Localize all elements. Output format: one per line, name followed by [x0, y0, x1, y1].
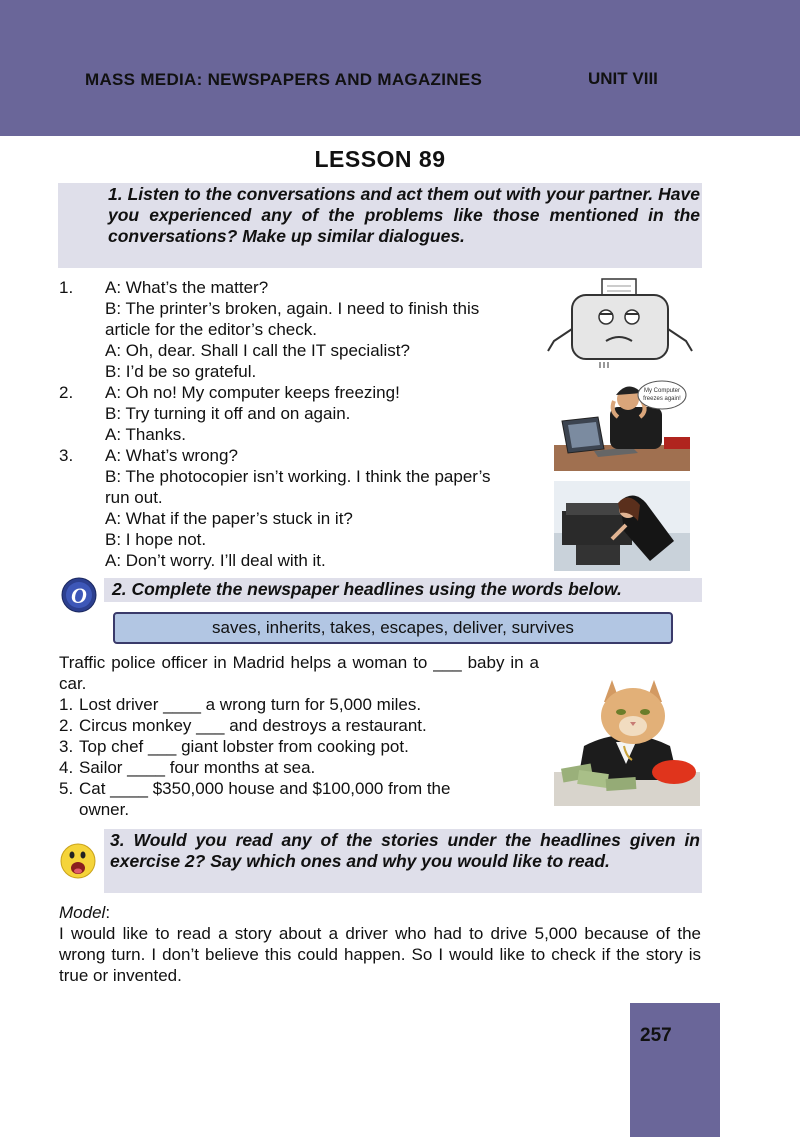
- speech-bubble-text-line2: freezes again!: [643, 396, 681, 402]
- lesson-title: LESSON 89: [314, 146, 446, 172]
- section-title: MASS MEDIA: NEWSPAPERS AND MAGAZINES: [85, 70, 483, 89]
- dialogue-line: B: The photocopier isn’t working. I think the paper’s run out.: [105, 467, 491, 507]
- headline-item: [59, 757, 539, 778]
- dialogue-list: [59, 277, 549, 571]
- unit-title: UNIT VIII: [588, 69, 658, 88]
- dialogue-line: A: What’s the matter?: [105, 278, 269, 297]
- headline-number: 2.: [59, 716, 74, 735]
- headline-text: Sailor ____ four months at sea.: [79, 758, 316, 777]
- dialogue-line: A: Don’t worry. I’ll deal with it.: [105, 551, 326, 570]
- page-number: 257: [640, 1025, 672, 1046]
- word-bank: saves, inherits, takes, escapes, deliver, survives: [113, 612, 673, 644]
- headline-number: 4.: [59, 758, 74, 777]
- model-label-colon: :: [105, 903, 111, 922]
- dialogue-number: 1.: [59, 278, 74, 297]
- talking-smiley-icon: [58, 841, 98, 881]
- headline-text: Lost driver ____ a wrong turn for 5,000 miles.: [79, 695, 422, 714]
- headline-item: [59, 694, 539, 715]
- dialogue-line: A: What’s wrong?: [105, 446, 238, 465]
- letter-o-circle-icon: [60, 576, 98, 614]
- model-label: Model: [59, 903, 106, 922]
- dialogue-line: B: The printer’s broken, again. I need to finish this article for the editor’s check.: [105, 299, 480, 339]
- dialogue-3: [59, 445, 549, 571]
- dialogue-line: A: What if the paper’s stuck in it?: [105, 509, 353, 528]
- headline-number: 5.: [59, 779, 74, 798]
- headline-intro: Traffic police officer in Madrid helps a woman to ___ baby in a car.: [59, 653, 539, 693]
- photocopier-woman-photo: [554, 481, 690, 571]
- dialogue-line: B: I hope not.: [105, 530, 207, 549]
- exercise1-instruction: 1. Listen to the conversations and act them out with your partner. Have you experienced any of the problems like those mentioned in the conversations? Make up similar dialogues.: [58, 183, 702, 268]
- headline-number: 1.: [59, 695, 74, 714]
- sad-printer-illustration: [544, 277, 696, 369]
- headline-number: 3.: [59, 737, 74, 756]
- model-answer: [59, 902, 701, 986]
- dialogue-line: A: Oh no! My computer keeps freezing!: [105, 383, 400, 402]
- dialogue-number: 2.: [59, 383, 74, 402]
- headline-text: Top chef ___ giant lobster from cooking pot.: [79, 737, 409, 756]
- header-banner: [0, 0, 800, 136]
- dialogue-1: [59, 277, 549, 382]
- headline-list: [59, 652, 539, 820]
- dialogue-line: B: Try turning it off and on again.: [105, 404, 351, 423]
- dialogue-line: B: I’d be so grateful.: [105, 362, 257, 381]
- headline-item: [59, 715, 539, 736]
- speech-bubble-text-line1: My Computer: [643, 388, 681, 394]
- rich-cat-photo: [554, 668, 700, 806]
- exercise2-instruction: 2. Complete the newspaper headlines using the words below.: [104, 578, 702, 602]
- dialogue-line: A: Thanks.: [105, 425, 186, 444]
- dialogue-line: A: Oh, dear. Shall I call the IT specialist?: [105, 341, 410, 360]
- dialogue-2: [59, 382, 549, 445]
- headline-text: Cat ____ $350,000 house and $100,000 from the owner.: [79, 779, 451, 819]
- exercise3-instruction: 3. Would you read any of the stories under the headlines given in exercise 2? Say which ones and why you would like to read.: [104, 829, 702, 893]
- frustrated-computer-user-photo: [554, 377, 690, 471]
- headline-item: [59, 778, 459, 820]
- dialogue-number: 3.: [59, 446, 74, 465]
- headline-item: [59, 736, 539, 757]
- headline-text: Circus monkey ___ and destroys a restaurant.: [79, 716, 427, 735]
- page-number-tab: [630, 1003, 720, 1137]
- svg-text:O: O: [71, 583, 87, 608]
- model-text: I would like to read a story about a driver who had to drive 5,000 because of the wrong turn. I don’t believe this could happen. So I would like to check if the story is true or invented.: [59, 924, 701, 985]
